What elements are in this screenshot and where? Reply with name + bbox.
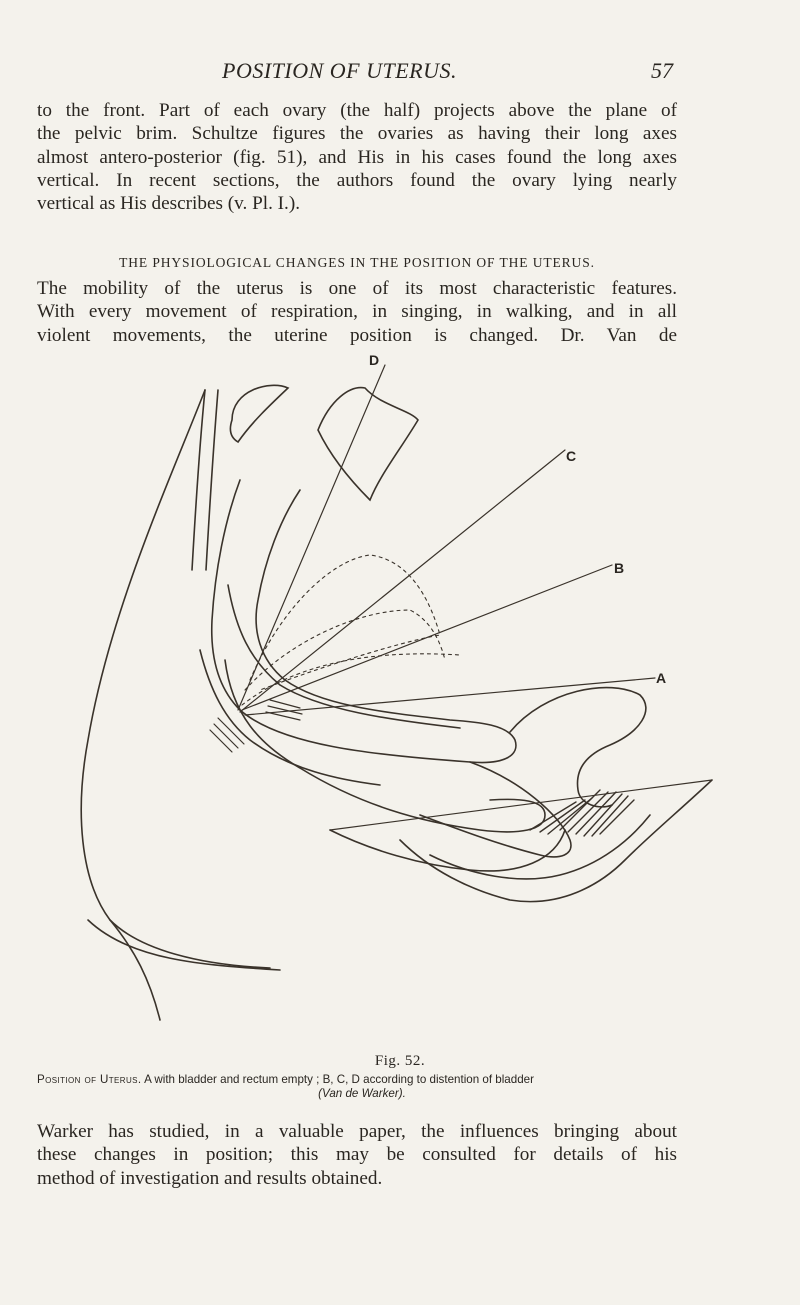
page-number: 57 — [651, 58, 673, 83]
uterus-position-figure — [0, 352, 800, 1050]
text-line: vertical. In recent sections, the authors found the ovary lying nearly — [37, 169, 677, 191]
caption-lead: Position of Uterus. — [37, 1073, 142, 1086]
text-line: Warker has studied, in a valuable paper, the influences bringing about — [37, 1121, 677, 1142]
back-contour-inner — [206, 390, 218, 570]
axis-line-c — [240, 450, 565, 712]
figure-number: Fig. 52. — [374, 1053, 426, 1069]
text-line: The mobility of the uterus is one of its most characteristic features. — [37, 278, 677, 299]
page-header — [0, 58, 800, 88]
uterus-outline — [212, 480, 516, 763]
text-line: to the front. Part of each ovary (the half) projects above the plane of — [37, 100, 677, 121]
figure-label-b: B — [614, 560, 625, 576]
section-heading: THE PHYSIOLOGICAL CHANGES IN THE POSITION OF THE UTERUS. — [119, 255, 595, 270]
bowel-loop — [230, 385, 288, 442]
tail-outline — [110, 920, 160, 1020]
figure-label-c: C — [566, 448, 577, 464]
paragraph-van-de-warker — [37, 1120, 677, 1190]
text-line: violent movements, the uterine position is changed. Dr. Van de — [37, 324, 677, 346]
paragraph-ovary-position — [37, 99, 677, 215]
text-line: method of investigation and results obtained. — [37, 1167, 383, 1189]
outer-body-outline — [81, 390, 270, 968]
perineum-outline — [400, 780, 712, 902]
pubic-outline — [420, 762, 571, 857]
axis-lines — [238, 365, 712, 830]
dotted-positions — [242, 555, 460, 705]
running-title: POSITION OF UTERUS. — [222, 58, 457, 83]
figure-label-d: D — [369, 352, 380, 368]
caption-body: A with bladder and rectum empty ; B, C, D according to distention of bladder — [141, 1073, 534, 1086]
figure-caption — [37, 1073, 687, 1101]
paragraph-uterus-mobility — [37, 277, 677, 347]
text-line: the pelvic brim. Schultze figures the ovaries as having their long axes — [37, 123, 677, 145]
figure-label-a: A — [656, 670, 667, 686]
caption-credit: (Van de Warker). — [318, 1087, 406, 1100]
axis-line-a — [245, 678, 655, 715]
text-line: these changes in position; this may be consulted for details of his — [37, 1144, 677, 1166]
pelvic-section-drawing — [0, 360, 800, 1050]
bladder-outline — [510, 688, 646, 807]
axis-line-b — [242, 565, 612, 710]
text-line: almost antero-posterior (fig. 51), and His in his cases found the long axes — [37, 146, 677, 168]
text-line: With every movement of respiration, in singing, in walking, and in all — [37, 301, 677, 323]
text-line: vertical as His describes (v. Pl. I.). — [37, 193, 301, 215]
pelvic-floor — [330, 830, 565, 871]
